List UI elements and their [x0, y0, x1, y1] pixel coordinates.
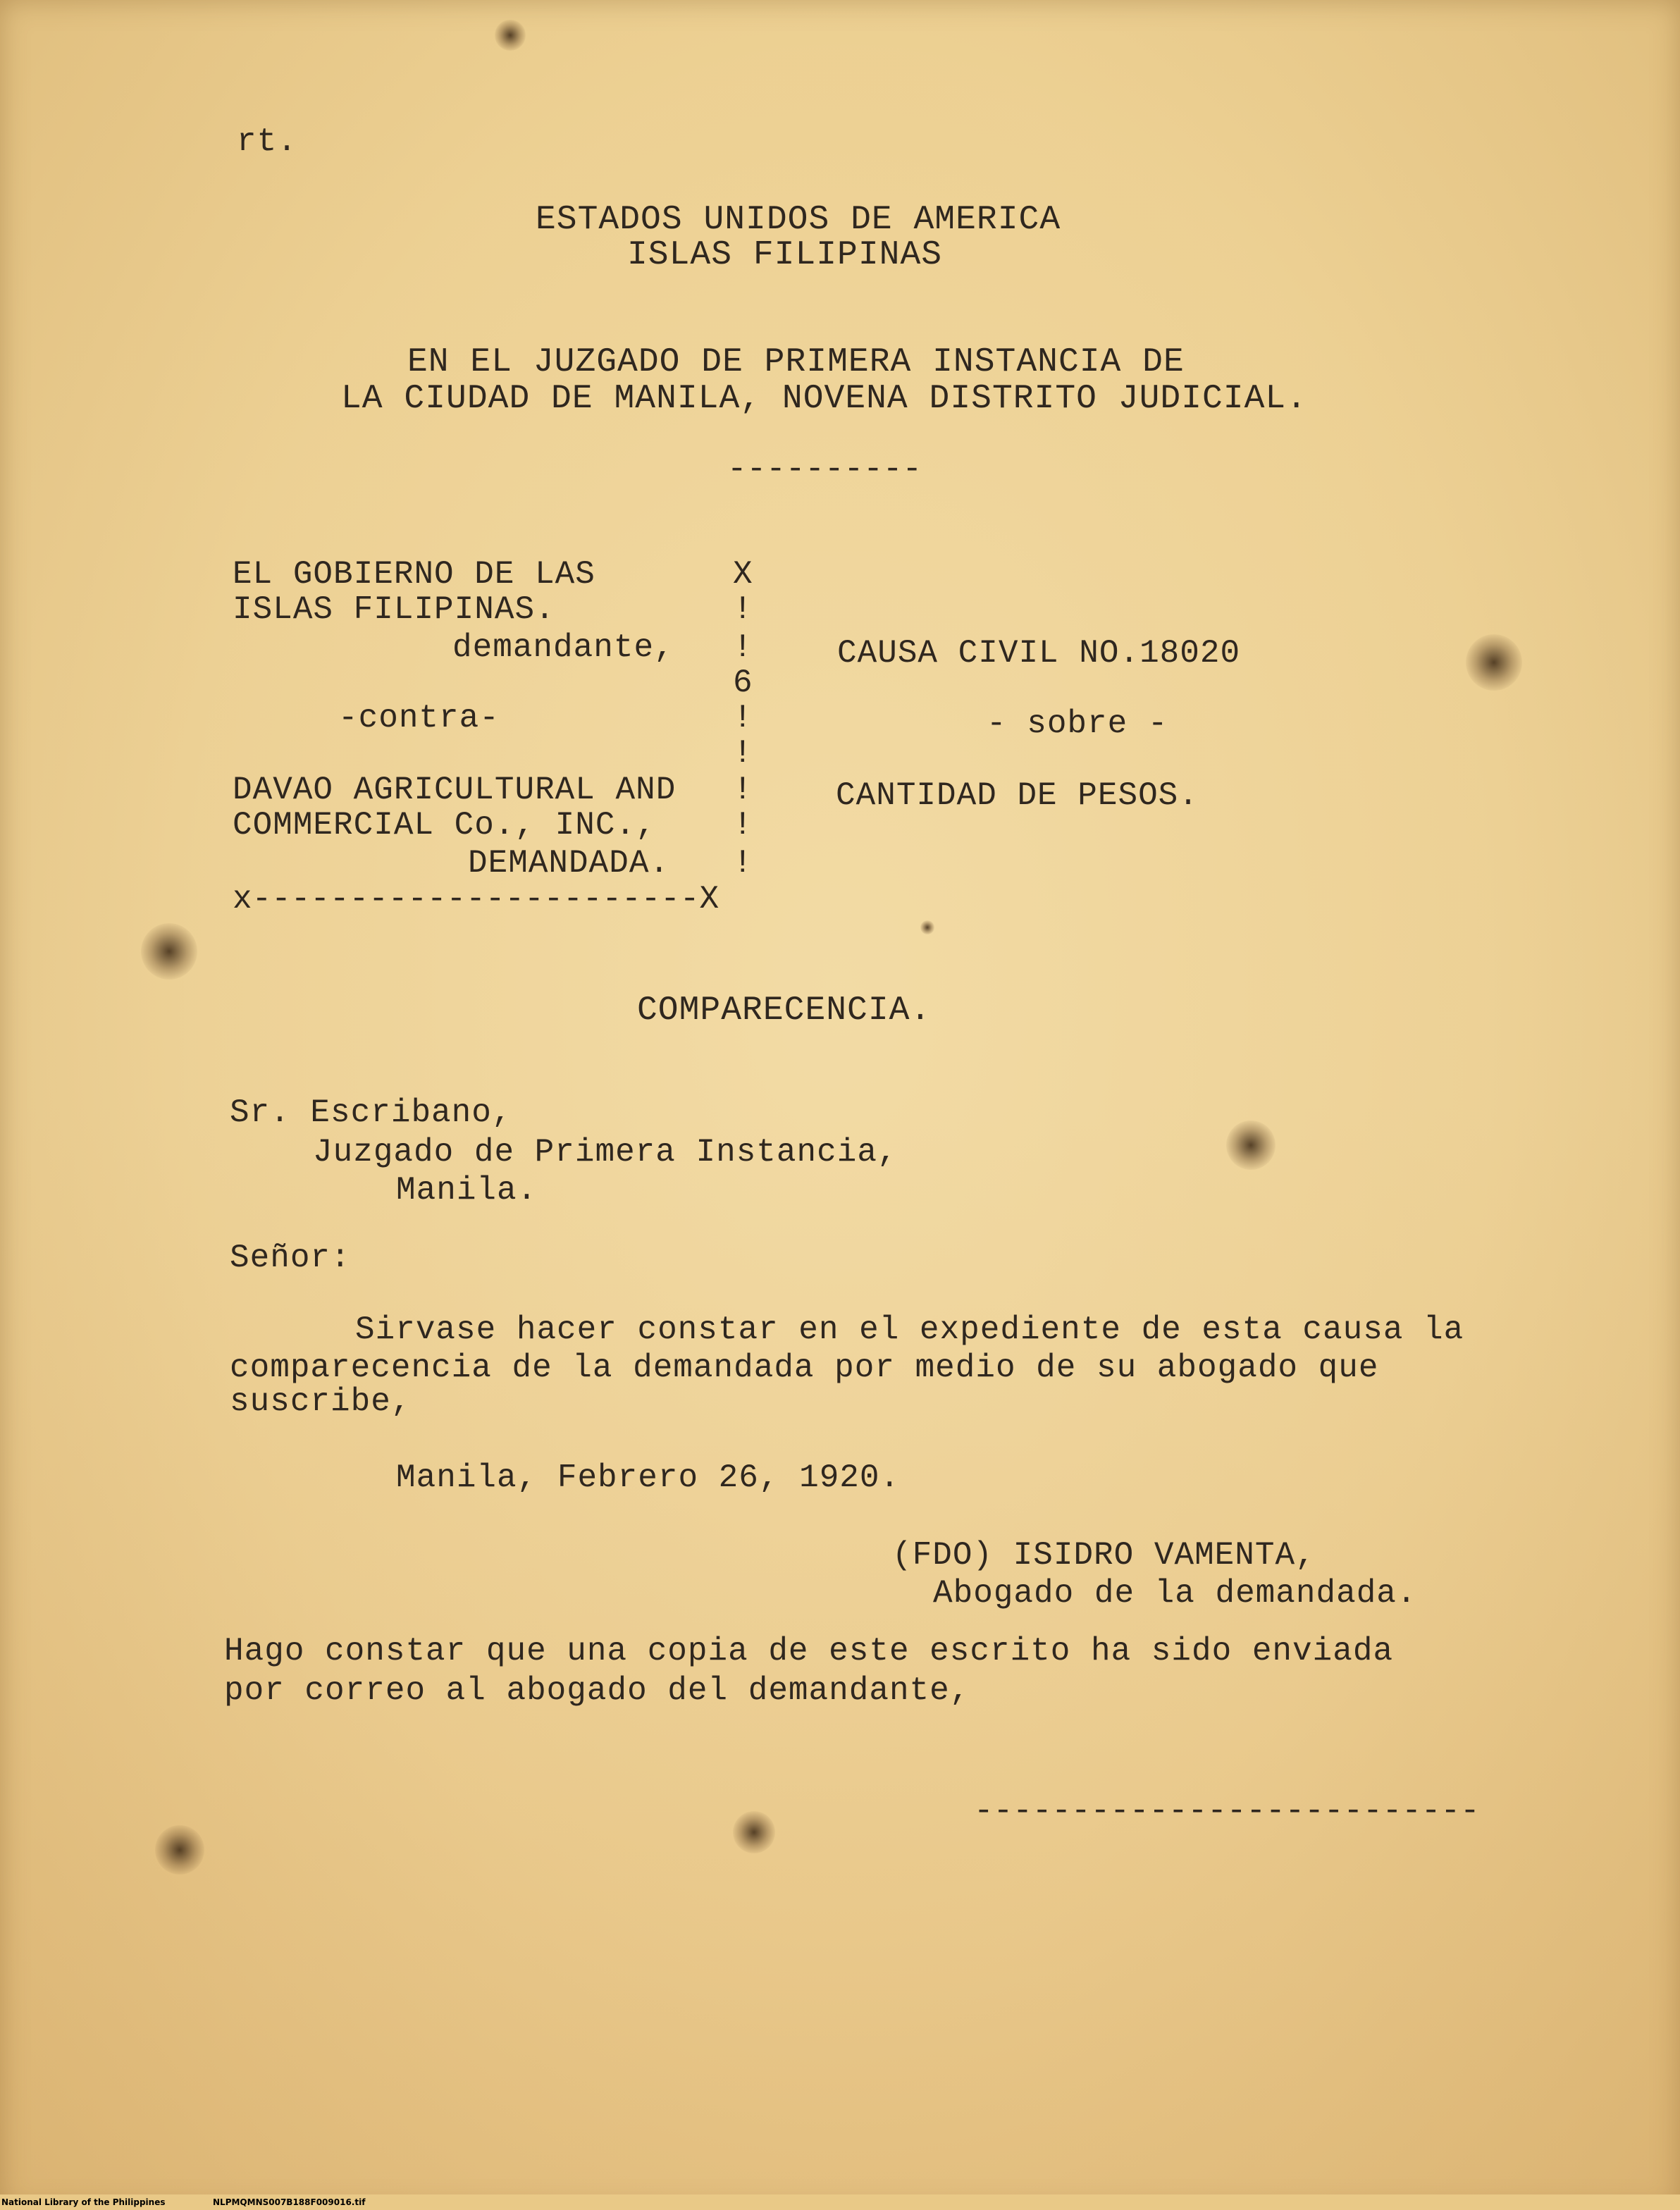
caption-bar-mark: !	[733, 700, 753, 736]
caption-left-line-2: ISLAS FILIPINAS.	[233, 591, 555, 628]
document-date: Manila, Febrero 26, 1920.	[396, 1459, 901, 1496]
ink-spot	[141, 923, 197, 980]
court-line-1: EN EL JUZGADO DE PRIMERA INSTANCIA DE	[407, 343, 1185, 381]
caption-left-line-3: demandante,	[452, 629, 674, 666]
caption-bar-mark: !	[733, 772, 753, 808]
document-title: COMPARECENCIA.	[637, 992, 932, 1030]
caption-bar-mark: !	[733, 845, 753, 882]
caption-left-line-1: EL GOBIERNO DE LAS	[233, 556, 595, 593]
address-line-2: Juzgado de Primera Instancia,	[313, 1134, 898, 1171]
signature-name: (FDO) ISIDRO VAMENTA,	[892, 1537, 1316, 1574]
body-line-1: Sirvase hacer constar en el expediente de esta causa la	[355, 1311, 1464, 1348]
note-line-2: por correo al abogado del demandante,	[224, 1672, 970, 1709]
caption-bottom-rule: x-----------------------X	[233, 881, 719, 918]
ink-spot	[495, 20, 526, 51]
case-subject: CANTIDAD DE PESOS.	[836, 777, 1199, 814]
caption-bar-mark: !	[733, 807, 753, 844]
archive-footer	[0, 2194, 1680, 2210]
ink-spot	[155, 1825, 204, 1875]
signature-rule: --------------------------	[974, 1793, 1480, 1829]
signature-title: Abogado de la demandada.	[933, 1575, 1417, 1612]
caption-left-line-6: COMMERCIAL Co., INC.,	[233, 807, 656, 844]
ink-spot	[920, 920, 934, 934]
separator: ----------	[727, 451, 922, 488]
caption-bar-mark: 6	[733, 665, 753, 701]
footer-file-id: NLPMQMNS007B188F009016.tif	[213, 2197, 366, 2207]
address-line-3: Manila.	[396, 1172, 538, 1209]
caption-bar-mark: !	[733, 591, 753, 628]
caption-left-line-7: DEMANDADA.	[468, 845, 670, 882]
body-line-3: suscribe,	[230, 1383, 412, 1420]
body-line-2: comparecencia de la demandada por medio de su abogado que	[230, 1350, 1379, 1386]
court-line-2: LA CIUDAD DE MANILA, NOVENA DISTRITO JUDICIAL.	[341, 380, 1308, 418]
ink-spot	[733, 1811, 775, 1853]
caption-bar-mark: !	[733, 735, 753, 772]
salutation: Señor:	[230, 1240, 351, 1276]
header-line-1: ESTADOS UNIDOS DE AMERICA	[536, 201, 1061, 239]
top-mark: rt.	[237, 123, 297, 160]
ink-spot	[1226, 1121, 1276, 1170]
header-line-2: ISLAS FILIPINAS	[627, 236, 943, 274]
caption-bar-mark: X	[733, 556, 753, 593]
footer-library: National Library of the Philippines	[1, 2197, 166, 2207]
address-line-1: Sr. Escribano,	[230, 1094, 512, 1131]
case-sobre: - sobre -	[987, 705, 1168, 742]
note-line-1: Hago constar que una copia de este escrito ha sido enviada	[224, 1633, 1394, 1669]
case-number: CAUSA CIVIL NO.18020	[837, 635, 1241, 672]
caption-bar-mark: !	[733, 629, 753, 666]
ink-spot	[1466, 634, 1522, 691]
caption-left-line-4: -contra-	[338, 700, 500, 736]
caption-left-line-5: DAVAO AGRICULTURAL AND	[233, 772, 677, 808]
